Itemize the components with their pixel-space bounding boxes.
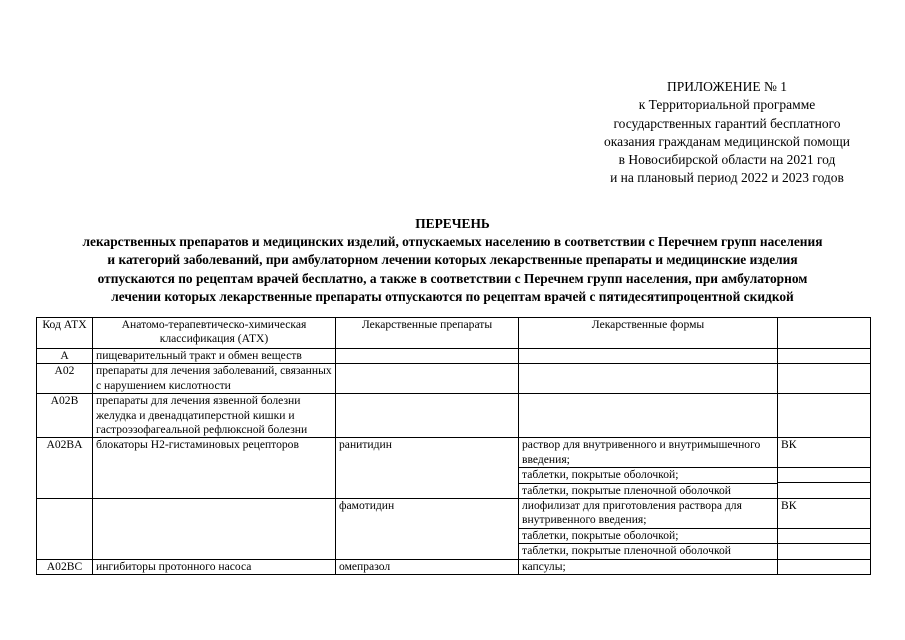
table-row [37,499,871,560]
header-drugs: Лекарственные препараты [336,318,519,349]
table-row [37,394,871,438]
mark-empty [778,482,870,497]
mark-item: ВК [781,499,797,513]
cell-extra [778,364,871,394]
cell-code: A02B [37,394,93,438]
mark-empty [778,543,870,558]
cell-atc-class [93,499,336,560]
cell-drug [336,364,519,394]
cell-code: A02BC [37,559,93,574]
form-item: таблетки, покрытые пленочной оболочкой [519,543,777,558]
cell-drug: фамотидин [336,499,519,560]
form-item: раствор для внутривенного и внутримышечного введения; [522,438,761,466]
mark-empty [778,467,870,482]
mark-empty [778,528,870,543]
cell-atc-class: блокаторы H2-гистаминовых рецепторов [93,438,336,499]
cell-atc-class: препараты для лечения заболеваний, связанных с нарушением кислотности [93,364,336,394]
table-row [37,364,871,394]
cell-forms [519,349,778,364]
document-title [30,215,875,306]
title-line: и категорий заболеваний, при амбулаторном лечении которых лекарственные препараты и медицинские изделия [107,252,798,268]
form-item: таблетки, покрытые оболочкой; [519,467,777,482]
cell-atc-class: пищеварительный тракт и обмен веществ [93,349,336,364]
appendix-line: в Новосибирской области на 2021 год [618,152,836,168]
cell-forms [519,559,778,574]
header-atc-class: Анатомо-терапевтическо-химическая классификация (АТХ) [93,318,336,349]
medicines-table [36,317,871,575]
appendix-line: оказания гражданам медицинской помощи [603,133,851,149]
cell-extra [778,438,871,499]
cell-drug: омепразол [336,559,519,574]
cell-extra [778,349,871,364]
form-item: таблетки, покрытые пленочной оболочкой [519,483,777,498]
cell-drug: ранитидин [336,438,519,499]
cell-drug [336,349,519,364]
table-header-row [37,318,871,349]
cell-code: A02 [37,364,93,394]
form-item: лиофилизат для приготовления раствора для внутривенного введения; [522,499,742,527]
appendix-line: государственных гарантий бесплатного [613,115,841,131]
cell-code: A02BA [37,438,93,499]
cell-extra [778,394,871,438]
title-line: лечении которых лекарственные препараты отпускаются по рецептам врачей с пятидесятипроцентной скидкой [111,288,794,304]
table-row [37,349,871,364]
table-row [37,438,871,499]
cell-atc-class: ингибиторы протонного насоса [93,559,336,574]
form-item: таблетки, покрытые оболочкой; [519,528,777,543]
header-extra [778,318,871,349]
title-line: отпускаются по рецептам врачей бесплатно, а также в соответствии с Перечнем групп населения, при амбулаторном [97,270,808,286]
table-row [37,559,871,574]
header-code: Код АТХ [37,318,93,349]
cell-extra [778,499,871,560]
cell-forms [519,438,778,499]
cell-forms [519,499,778,560]
appendix-line: к Территориальной программе [638,97,816,113]
cell-atc-class: препараты для лечения язвенной болезни желудка и двенадцатиперстной кишки и гастроэзофагеальной рефлюксной болезни [93,394,336,438]
appendix-number: ПРИЛОЖЕНИЕ № 1 [666,79,788,94]
appendix-line: и на плановый период 2022 и 2023 годов [610,170,844,186]
cell-forms [519,364,778,394]
mark-item: ВК [781,438,797,452]
form-item: капсулы; [522,559,566,573]
title-heading: ПЕРЕЧЕНЬ [415,216,490,231]
cell-code: A [37,349,93,364]
header-forms: Лекарственные формы [519,318,778,349]
cell-drug [336,394,519,438]
cell-extra [778,559,871,574]
cell-forms [519,394,778,438]
title-line: лекарственных препаратов и медицинских изделий, отпускаемых населению в соответствии с Перечнем групп населения [82,234,823,250]
appendix-header [582,78,872,188]
cell-code [37,499,93,560]
